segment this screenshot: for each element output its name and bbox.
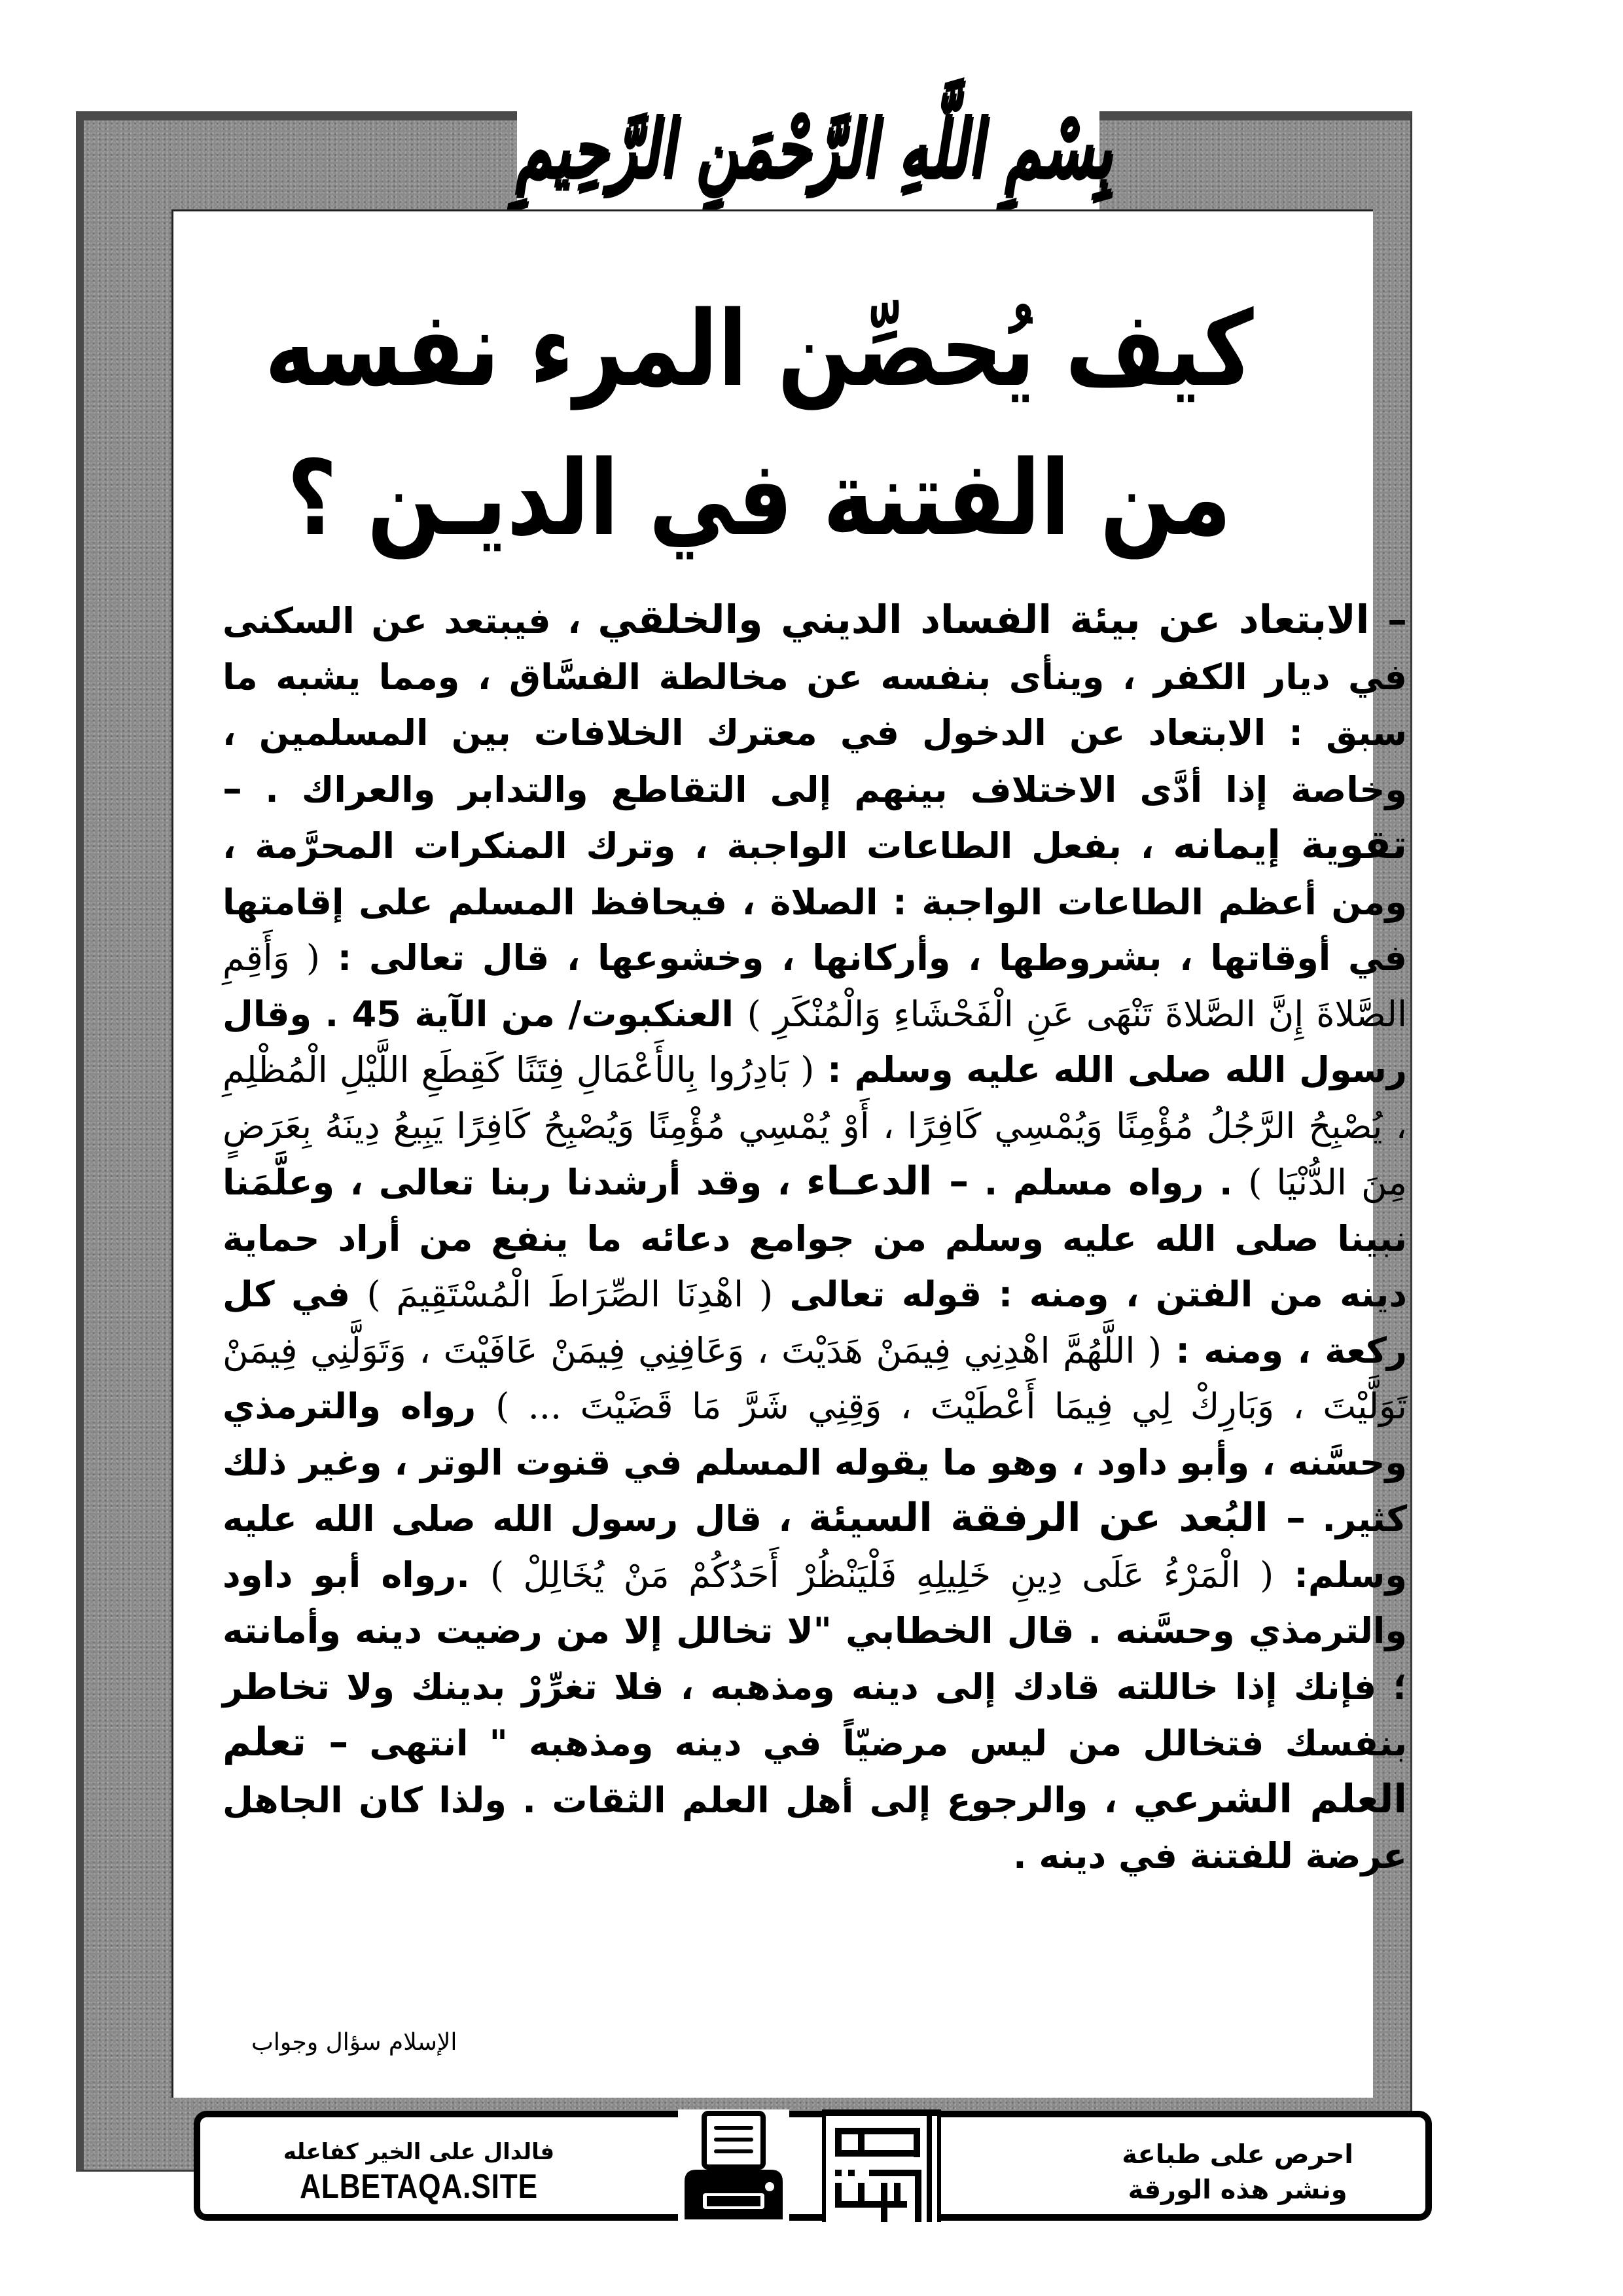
kufic-logo bbox=[822, 2109, 941, 2222]
section-heading-companions: – البُعد عن الرفقة السيئة bbox=[808, 1495, 1306, 1541]
dua-reference: رواه والترمذي وحسَّنه ، وأبو داود ، وهو ما يقوله المسلم في قنوت الوتر ، وغير ذلك كثير. bbox=[223, 1386, 1407, 1539]
footer-print-line-1: احرص على طباعة bbox=[1122, 2140, 1353, 2170]
printer-icon bbox=[678, 2109, 789, 2222]
quran-verse: ( اهْدِنَا الصِّرَاطَ الْمُسْتَقِيمَ ) bbox=[366, 1274, 774, 1315]
section-text: وقال رسول الله صلى الله عليه وسلم : bbox=[223, 993, 1407, 1090]
dua-quote: ( اللَّهُمَّ اهْدِنِي فِيمَنْ هَدَيْتَ ، وَعَافِنِي فِيمَنْ عَافَيْتَ ، وَتَوَلَّنِي فِيمَنْ تَوَلَّيْتَ ، وَبَارِكْ لِي فِيمَا أَعْطَيْتَ ، وَقِنِي شَرَّ مَا قَضَيْتَ ... ) bbox=[223, 1329, 1407, 1427]
section-heading-environment: – الابتعاد عن بيئة الفساد الديني والخلقي bbox=[597, 597, 1408, 643]
section-text: ، قال رسول الله صلى الله عليه وسلم: bbox=[223, 1498, 1407, 1596]
footer-print-note bbox=[1122, 2137, 1353, 2208]
page-title bbox=[236, 275, 1283, 573]
bismillah-calligraphy: بِسْمِ اللَّهِ الرَّحْمَنِ الرَّحِيمِ bbox=[512, 101, 1124, 194]
section-text: ، بفعل الطاعات الواجبة ، وترك المنكرات المحرَّمة ، ومن أعظم الطاعات الواجبة : الصلاة ، فيحافظ المسلم على إقامتها في أوقاتها ، بشروطها ، وأركانها ، وخشوعها ، قال تعالى : bbox=[223, 825, 1407, 978]
hadith-reference: . رواه مسلم . bbox=[984, 1162, 1233, 1203]
section-heading-knowledge: – تعلم العلم الشرعي bbox=[223, 1719, 1407, 1822]
section-heading-faith: – تقوية إيمانه bbox=[223, 765, 1407, 868]
hadith-quote: ( الْمَرْءُ عَلَى دِينِ خَلِيلِهِ فَلْيَنْظُرْ أَحَدُكُمْ مَنْ يُخَالِلْ ) bbox=[490, 1554, 1274, 1596]
footer-website-block bbox=[279, 2137, 559, 2206]
section-text: ، فيبتعد عن السكنى في ديار الكفر ، وينأى بنفسه عن مخالطة الفسَّاق ، ومما يشبه ما سبق : الابتعاد عن الدخول في معترك الخلافات بين المسلمين ، وخاصة إذا أدَّى الاختلاف بينهم إلى التقاطع والتدابر والعراك . bbox=[223, 600, 1408, 810]
footer-banner bbox=[194, 2111, 1432, 2221]
section-text: ، والرجوع إلى أهل العلم الثقات . ولذا كان الجاهل عرضة للفتنة في دينه . bbox=[223, 1779, 1407, 1876]
hadith-reference: .رواه أبو داود والترمذي وحسَّنه . قال الخطابي "لا تخالل إلا من رضيت دينه وأمانته ؛ فإنك إذا خاللته قادك إلى دينه ومذهبه ، فلا تغرِّرْ بدينك ولا تخاطر بنفسك فتخالل من ليس مرضيّاً في دينه ومذهبه " انتهى bbox=[223, 1554, 1407, 1764]
article-body bbox=[223, 592, 1407, 1884]
hadith-quote: ( بَادِرُوا بِالأَعْمَالِ فِتَنًا كَقِطَعِ اللَّيْلِ الْمُظْلِمِ ، يُصْبِحُ الرَّجُلُ مُؤْمِنًا وَيُمْسِي كَافِرًا ، أَوْ يُمْسِي مُؤْمِنًا وَيُصْبِحُ كَافِرًا يَبِيعُ دِينَهُ بِعَرَضٍ مِنَ الدُّنْيَا ) bbox=[223, 1049, 1407, 1203]
section-text: في كل ركعة ، ومنه : bbox=[223, 1274, 1407, 1371]
kufic-logo-icon bbox=[822, 2109, 941, 2222]
footer-print-line-2: ونشر هذه الورقة bbox=[1128, 2175, 1347, 2205]
website-link[interactable]: ALBETAQA.SITE bbox=[300, 2168, 538, 2206]
title-line-1: كيف يُحصِّن المرء نفسه bbox=[264, 289, 1254, 410]
section-text: ، وقد أرشدنا ربنا تعالى ، وعلَّمَنا نبينا صلى الله عليه وسلم من جوامع دعائه ما ينفع من أراد حماية دينه من الفتن ، ومنه : قوله تعالى bbox=[223, 1162, 1407, 1315]
title-line-2: من الفتنة في الديـن ؟ bbox=[287, 438, 1232, 560]
section-heading-dua: – الدعـاء bbox=[806, 1158, 969, 1204]
footer-motto: فالدال على الخير كفاعله bbox=[283, 2139, 555, 2165]
quran-verse: ( وَأَقِمِ الصَّلاةَ إِنَّ الصَّلاةَ تَنْهَى عَنِ الْفَحْشَاءِ وَالْمُنْكَرِ ) bbox=[223, 937, 1407, 1035]
verse-reference: العنكبوت/ من الآية 45 . bbox=[325, 993, 734, 1035]
source-credit: الإسلام سؤال وجواب bbox=[251, 2029, 457, 2056]
